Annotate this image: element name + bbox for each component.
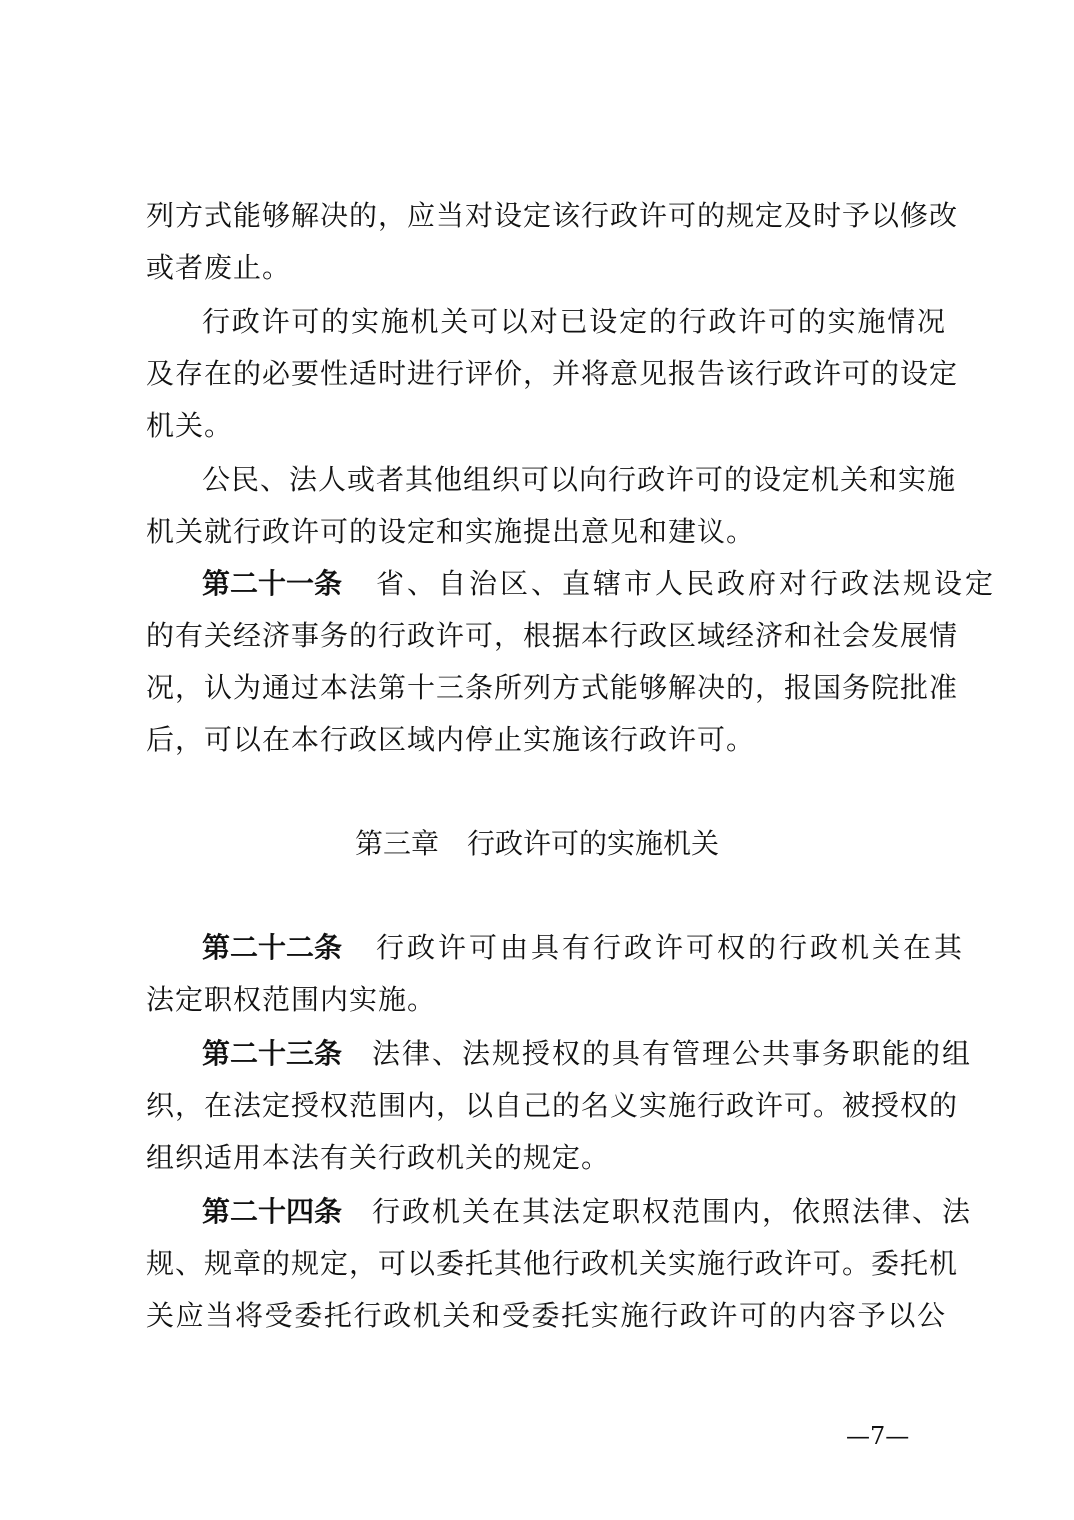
text-line: 列方式能够解决的，应当对设定该行政许可的规定及时予以修改 [146, 199, 959, 232]
text-line: 机关就行政许可的设定和实施提出意见和建议。 [146, 515, 756, 548]
article-number: 第二十二条 [202, 931, 343, 964]
text-line: 关应当将受委托行政机关和受委托实施行政许可的内容予以公 [146, 1299, 946, 1332]
text-line: 组织适用本法有关行政机关的规定。 [146, 1141, 611, 1174]
text-line: 况，认为通过本法第十三条所列方式能够解决的，报国务院批准 [146, 671, 959, 704]
article-text: 法律、法规授权的具有管理公共事务职能的组 [372, 1037, 973, 1070]
article-line [202, 1034, 973, 1074]
text-line: 行政许可的实施机关可以对已设定的行政许可的实施情况 [202, 305, 946, 338]
text-line: 后，可以在本行政区域内停止实施该行政许可。 [146, 723, 756, 756]
text-line: 织，在法定授权范围内，以自己的名义实施行政许可。被授权的 [146, 1089, 959, 1122]
article-line [202, 928, 966, 968]
article-line [202, 564, 997, 604]
text-line: 及存在的必要性适时进行评价，并将意见报告该行政许可的设定 [146, 357, 959, 390]
text-line: 机关。 [146, 409, 234, 442]
text-line: 或者废止。 [146, 251, 292, 284]
chapter-heading [0, 822, 1074, 866]
page-number: —7— [846, 1422, 910, 1450]
article-text: 行政机关在其法定职权范围内，依照法律、法 [372, 1195, 973, 1228]
article-text: 行政许可由具有行政许可权的行政机关在其 [376, 931, 966, 964]
text-line: 法定职权范围内实施。 [146, 983, 437, 1016]
article-number: 第二十一条 [202, 567, 343, 600]
chapter-title: 行政许可的实施机关 [467, 827, 720, 860]
text-line: 公民、法人或者其他组织可以向行政许可的设定机关和实施 [202, 463, 957, 496]
article-line [202, 1192, 973, 1232]
chapter-number: 第三章 [354, 827, 439, 860]
text-line: 规、规章的规定，可以委托其他行政机关实施行政许可。委托机 [146, 1247, 959, 1280]
article-number: 第二十三条 [202, 1037, 343, 1070]
article-text: 省、自治区、直辖市人民政府对行政法规设定 [376, 567, 997, 600]
text-line: 的有关经济事务的行政许可，根据本行政区域经济和社会发展情 [146, 619, 959, 652]
article-number: 第二十四条 [202, 1195, 343, 1228]
